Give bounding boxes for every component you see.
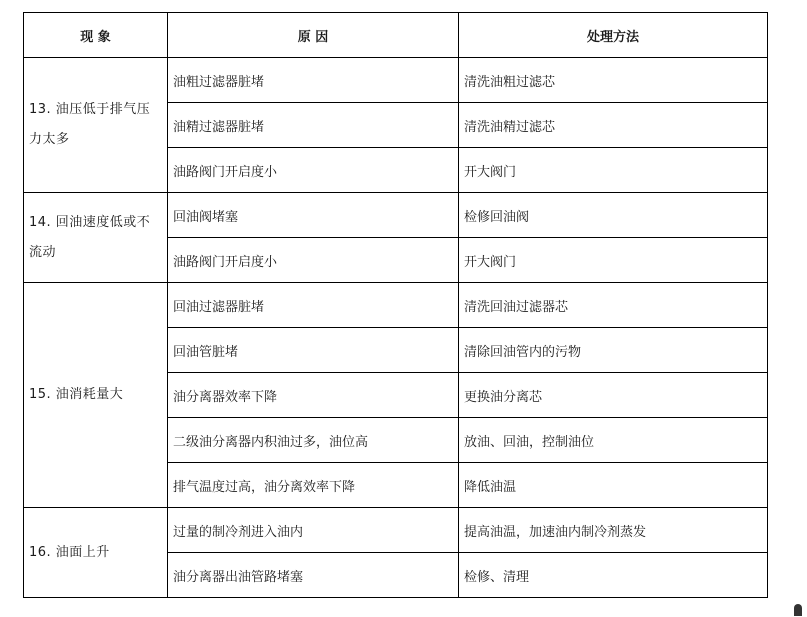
table-row [24,283,768,328]
cause-cell: 回油管脏堵 [168,328,459,373]
header-symptom: 现 象 [24,13,168,58]
symptom-cell: 13. 油压低于排气压力太多 [24,58,168,193]
solution-cell: 检修回油阀 [459,193,768,238]
header-cause: 原 因 [168,13,459,58]
table-header-row [24,13,768,58]
solution-cell: 降低油温 [459,463,768,508]
solution-cell: 清洗油精过滤芯 [459,103,768,148]
solution-cell: 放油、回油，控制油位 [459,418,768,463]
troubleshooting-table [23,12,768,598]
cause-cell: 回油阀堵塞 [168,193,459,238]
symptom-cell: 15. 油消耗量大 [24,283,168,508]
solution-cell: 清洗回油过滤器芯 [459,283,768,328]
symptom-cell: 16. 油面上升 [24,508,168,598]
cause-cell: 油路阀门开启度小 [168,238,459,283]
solution-cell: 检修、清理 [459,553,768,598]
solution-cell: 清洗油粗过滤芯 [459,58,768,103]
header-solution: 处理方法 [459,13,768,58]
table-row [24,58,768,103]
cause-cell: 排气温度过高，油分离效率下降 [168,463,459,508]
solution-cell: 更换油分离芯 [459,373,768,418]
table-row [24,508,768,553]
cause-cell: 油路阀门开启度小 [168,148,459,193]
table-row [24,193,768,238]
corner-marker-icon [794,604,802,616]
cause-cell: 油分离器出油管路堵塞 [168,553,459,598]
cause-cell: 回油过滤器脏堵 [168,283,459,328]
cause-cell: 过量的制冷剂进入油内 [168,508,459,553]
cause-cell: 二级油分离器内积油过多，油位高 [168,418,459,463]
symptom-cell: 14. 回油速度低或不流动 [24,193,168,283]
solution-cell: 开大阀门 [459,148,768,193]
cause-cell: 油粗过滤器脏堵 [168,58,459,103]
solution-cell: 清除回油管内的污物 [459,328,768,373]
cause-cell: 油分离器效率下降 [168,373,459,418]
solution-cell: 提高油温，加速油内制冷剂蒸发 [459,508,768,553]
cause-cell: 油精过滤器脏堵 [168,103,459,148]
solution-cell: 开大阀门 [459,238,768,283]
